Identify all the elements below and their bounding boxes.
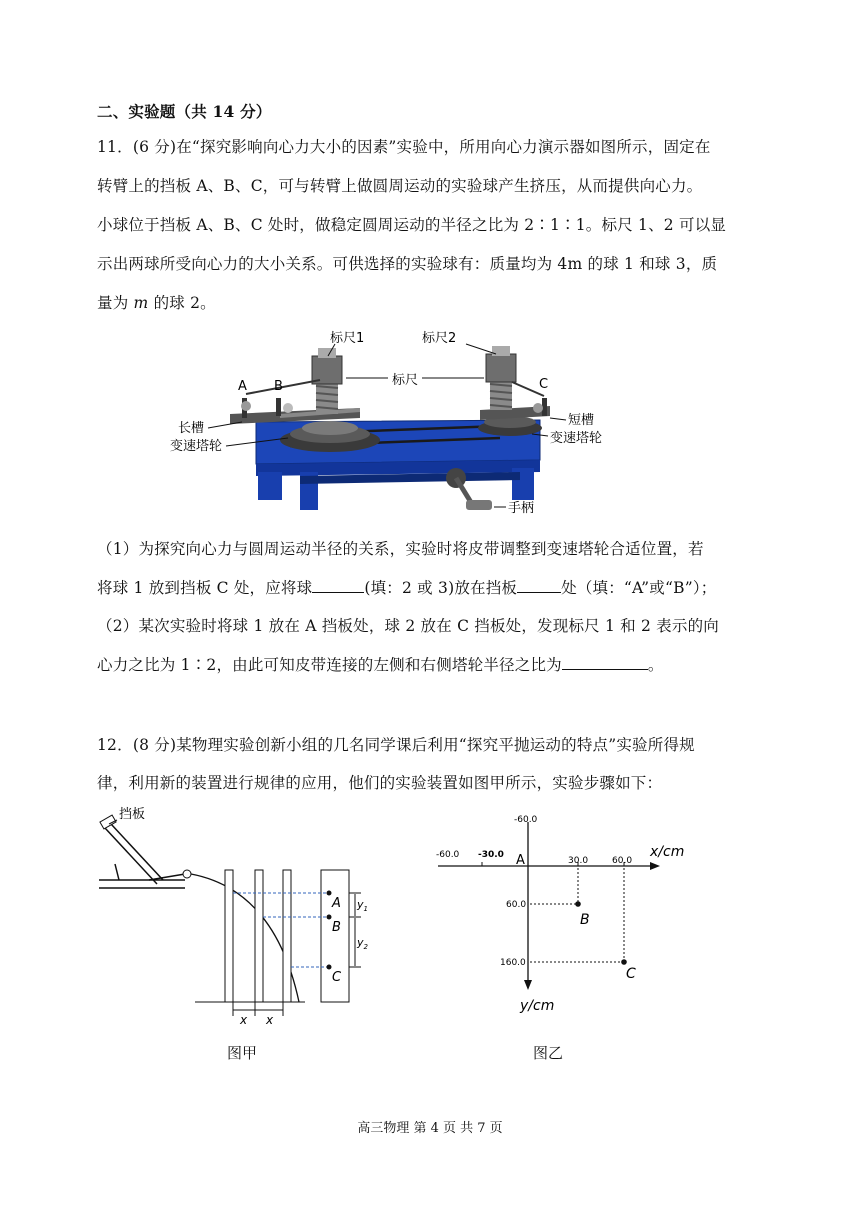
label-x2: x bbox=[266, 1013, 274, 1027]
ball-a bbox=[241, 401, 251, 411]
label-pulley-right: 变速塔轮 bbox=[550, 431, 603, 446]
handle-grip bbox=[466, 500, 492, 510]
label-pulley-left: 变速塔轮 bbox=[170, 439, 223, 454]
answer-blank-radius-ratio[interactable] bbox=[562, 655, 648, 670]
q11-line-5-post: 的球 2。 bbox=[148, 294, 216, 312]
x-axis-label: x/cm bbox=[650, 844, 685, 860]
lever-left bbox=[246, 380, 320, 394]
section-title: 二、实验题（共 14 分） bbox=[97, 102, 272, 121]
point-c bbox=[621, 959, 627, 965]
tick-x-60: 60.0 bbox=[612, 856, 633, 866]
q11-part1-line-2: 将球 1 放到挡板 C 处，应将球 (填：2 或 3)放在挡板 处（填：“A”或“B”）； bbox=[97, 579, 717, 597]
label-c: C bbox=[332, 970, 342, 985]
q11-part2-line-2: 心力之比为 1∶2，由此可知皮带连接的左侧和右侧塔轮半径之比为 。 bbox=[97, 656, 664, 674]
right-ruler-cap bbox=[492, 346, 510, 356]
baffle-b bbox=[276, 398, 281, 416]
ramp-upper bbox=[105, 828, 157, 884]
q12-line-1: 12．(8 分)某物理实验创新小组的几名同学课后利用“探究平抛运动的特点”实验所得规 bbox=[97, 736, 695, 754]
q11-line-5 bbox=[97, 291, 216, 313]
q11-line-1: 11．(6 分)在“探究影响向心力大小的因素”实验中，所用向心力演示器如图所示，固定在 bbox=[97, 138, 711, 156]
q11-part2-line-1: （2）某次实验时将球 1 放在 A 挡板处，球 2 放在 C 挡板处，发现标尺 1 和 2 表示的向 bbox=[97, 617, 719, 635]
label-b: B bbox=[332, 920, 341, 935]
label-a: A bbox=[332, 896, 341, 911]
label-y1: $y_1$ bbox=[357, 898, 368, 913]
dot-c bbox=[327, 965, 332, 970]
answer-blank-ball[interactable] bbox=[312, 578, 364, 593]
label-a: A bbox=[238, 379, 247, 394]
figure-jia bbox=[95, 804, 368, 1027]
label-ruler1: 标尺1 bbox=[330, 331, 365, 346]
label-long-groove: 长槽 bbox=[178, 421, 205, 436]
dot-a bbox=[327, 891, 332, 896]
tick-y-60: 60.0 bbox=[506, 900, 527, 910]
label-x1: x bbox=[240, 1013, 248, 1027]
q11-line-2: 转臂上的挡板 A、B、C，可与转臂上做圆周运动的实验球产生挤压，从而提供向心力。 bbox=[97, 177, 703, 195]
board-2 bbox=[255, 870, 263, 1002]
ball-c bbox=[533, 403, 543, 413]
tick-x-neg60: -60.0 bbox=[436, 850, 460, 860]
point-b bbox=[575, 901, 581, 907]
x-axis-arrow bbox=[650, 862, 660, 870]
y-axis-arrow bbox=[524, 980, 532, 990]
label-baffle: 挡板 bbox=[119, 807, 146, 822]
answer-blank-baffle[interactable] bbox=[517, 578, 561, 593]
page-footer: 高三物理 第 4 页 共 7 页 bbox=[357, 1121, 503, 1136]
board-1 bbox=[225, 870, 233, 1002]
ball-b bbox=[283, 403, 293, 413]
centripetal-apparatus-figure bbox=[160, 322, 620, 524]
q11-line-5-pre: 量为 bbox=[97, 294, 134, 312]
origin-label: A bbox=[516, 853, 525, 868]
point-b-label: B bbox=[580, 912, 590, 928]
label-ruler: 标尺 bbox=[392, 373, 419, 388]
label-ruler2: 标尺2 bbox=[422, 331, 457, 346]
dot-b bbox=[327, 915, 332, 920]
caption-jia: 图甲 bbox=[227, 1044, 258, 1062]
tick-x-30: 30.0 bbox=[568, 856, 589, 866]
base-leg-left bbox=[258, 472, 282, 500]
q11-line-3: 小球位于挡板 A、B、C 处时，做稳定圆周运动的半径之比为 2∶1∶1。标尺 1、2 可以显 bbox=[97, 216, 727, 234]
figure-yi bbox=[430, 808, 700, 1028]
right-ruler-cylinder bbox=[486, 354, 516, 382]
caption-yi: 图乙 bbox=[533, 1044, 564, 1062]
point-c-label: C bbox=[626, 966, 636, 982]
q12-line-2: 律，利用新的装置进行规律的应用，他们的实验装置如图甲所示，实验步骤如下： bbox=[97, 774, 663, 792]
ball bbox=[183, 870, 191, 878]
handle-label: 手柄 bbox=[508, 501, 535, 516]
board-3 bbox=[283, 870, 291, 1002]
tick-top: -60.0 bbox=[514, 815, 538, 825]
q11-mass-symbol: m bbox=[133, 294, 149, 312]
label-y2: $y_2$ bbox=[357, 936, 368, 951]
label-b: B bbox=[274, 379, 283, 394]
q11-line-4: 示出两球所受向心力的大小关系。可供选择的实验球有：质量均为 4m 的球 1 和球 3，质 bbox=[97, 255, 718, 273]
left-pulley-top bbox=[302, 421, 358, 435]
q11-part1-line-1: （1）为探究向心力与圆周运动半径的关系，实验时将皮带调整到变速塔轮合适位置，若 bbox=[97, 540, 704, 558]
tick-y-160: 160.0 bbox=[500, 958, 526, 968]
ramp-lower bbox=[111, 824, 163, 880]
tick-x-neg30: -30.0 bbox=[478, 850, 504, 860]
left-ruler-cap bbox=[318, 348, 336, 358]
label-short-groove: 短槽 bbox=[568, 413, 595, 428]
y-axis-label: y/cm bbox=[520, 998, 555, 1014]
label-c: C bbox=[539, 377, 549, 392]
